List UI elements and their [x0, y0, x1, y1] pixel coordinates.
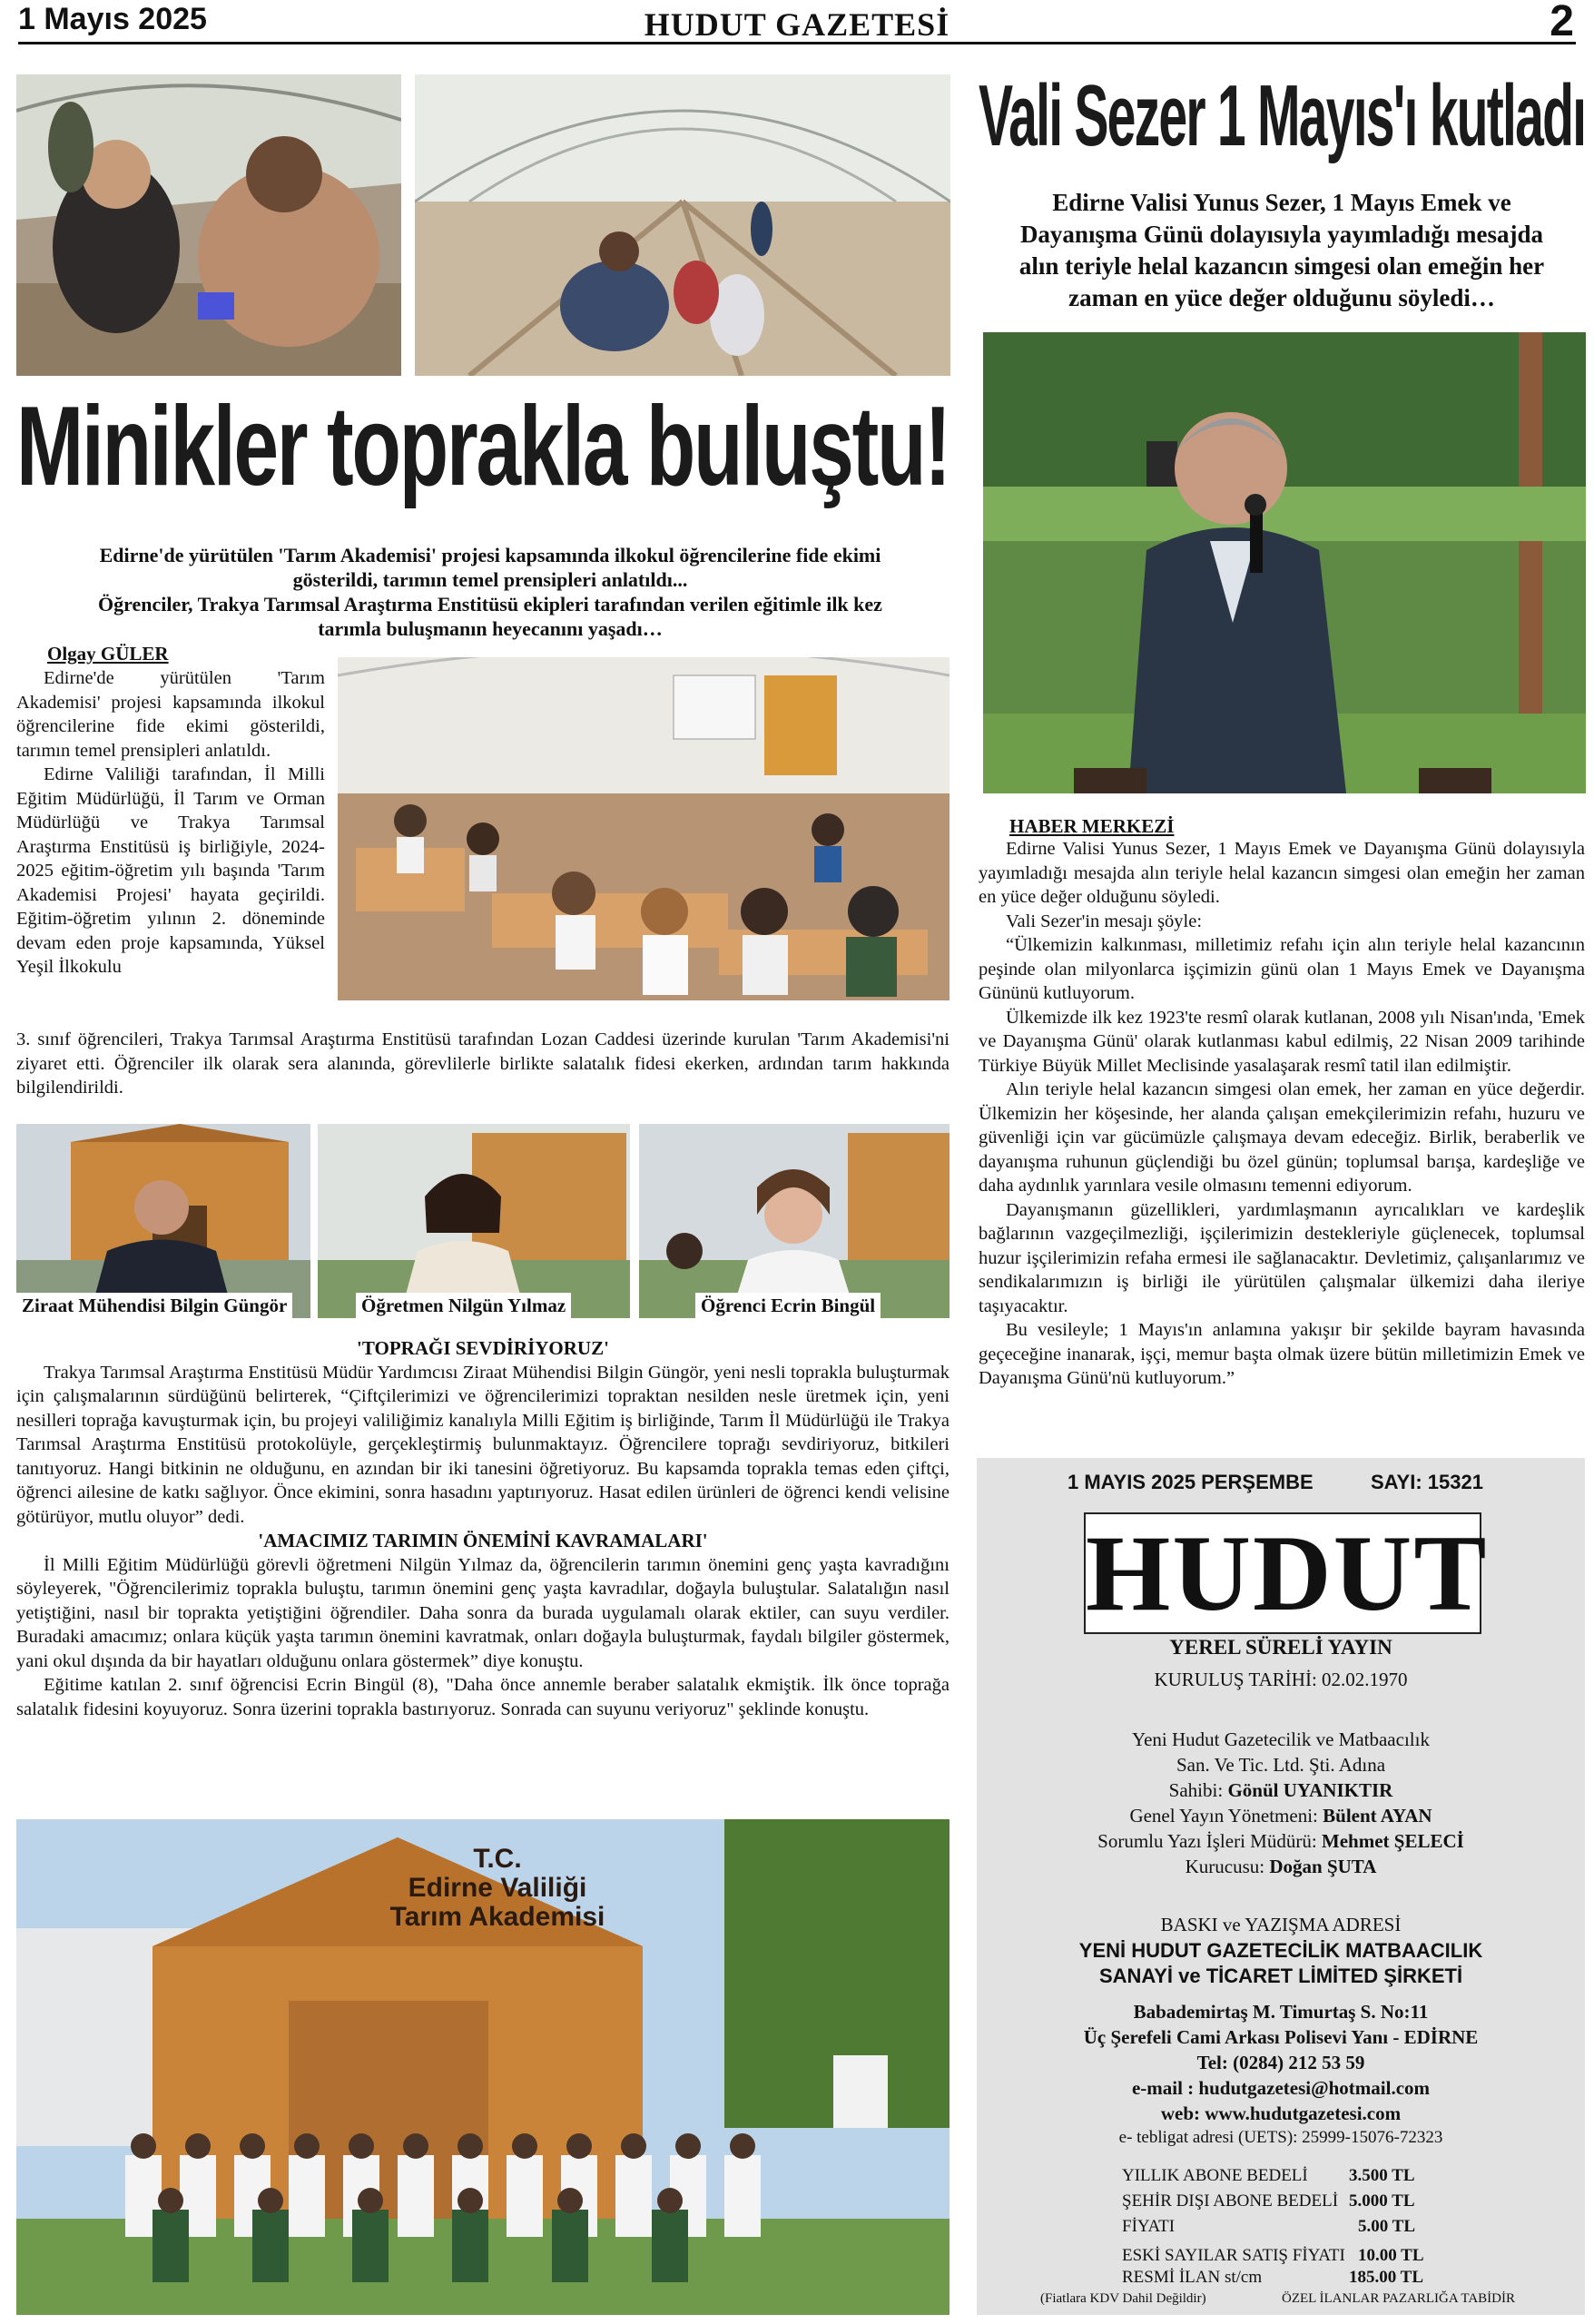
main-deck-line: tarımla buluşmanın heyecanını yaşadı…: [318, 617, 663, 640]
imprint-special-note: ÖZEL İLANLAR PAZARLIĞA TABİDİR: [1282, 2291, 1515, 2306]
imprint-press2: SANAYİ ve TİCARET LİMİTED ŞİRKETİ: [1098, 1965, 1463, 1987]
photo-governor-speaking: [983, 332, 1586, 793]
imprint-issue: SAYI: 15321: [1371, 1471, 1483, 1493]
sign-tarim-akademisi: [352, 1845, 643, 1932]
main-lower-text: [16, 1336, 950, 1721]
imprint-founder: [977, 1856, 1585, 1878]
price-value: 10.00 TL: [1358, 2246, 1424, 2265]
main-col-text: [16, 666, 325, 980]
vali-body-text: [979, 837, 1585, 1391]
editor-name: Mehmet ŞELECİ: [1321, 1830, 1464, 1852]
paragraph: Eğitime katılan 2. sınıf öğrencisi Ecrin Bingül (8), "Daha önce annemle beraber salatalık ekmiştik. İlk önce toprağa salatalık fidesini koyuyoruz. Sonra üzerini toprakla bastırıyoruz. Sonrada can suyunu veriyoruz" şeklinde konuştu.: [16, 1675, 950, 1719]
imprint-box: [977, 1458, 1585, 2315]
paragraph: Bu vesileyle; 1 Mayıs'ın anlamına yakışır bir şekilde bayram havasında geçeceğine inanarak, işçi, memur başta olmak üzere bütün milletimizin Emek ve Dayanışma Günü'nü kutluyorum.”: [979, 1320, 1585, 1388]
paragraph: Edirne Valisi Yunus Sezer, 1 Mayıs Emek ve Dayanışma Günü dolayısıyla yayımladığı mesajda alın teriyle helal kazancın simgesi olan emeğin her zaman en yüce değer olduğunu söyledi.: [979, 839, 1585, 907]
director-label: Genel Yayın Yönetmeni:: [1129, 1805, 1318, 1827]
price-label: ESKİ SAYILAR SATIŞ FİYATI: [1122, 2246, 1345, 2265]
paragraph: Ülkemizde ilk kez 1923'te resmî olarak kutlanan, 2008 yılı Nisan'ında, 'Emek ve Dayanışma Günü' olarak kutlanması kabul edilmiş, 22 Nisan 2009 tarihinde Türkiye Büyük Millet Meclisinde yasalaşarak resmî tatil ilan edilmiştir.: [979, 1007, 1585, 1076]
owner-label: Sahibi:: [1168, 1779, 1224, 1801]
imprint-web: web: www.hudutgazetesi.com: [1160, 2102, 1402, 2124]
price-label: RESMİ İLAN st/cm: [1122, 2268, 1263, 2287]
main-deck-line: gösterildi, tarımın temel prensipleri anlatıldı...: [292, 568, 688, 591]
vali-headline: Vali Sezer 1 Mayıs'ı kutladı: [979, 67, 1586, 164]
imprint-founded: KURULUŞ TARİHİ: 02.02.1970: [1154, 1669, 1408, 1690]
imprint-email: e-mail : hudutgazetesi@hotmail.com: [1131, 2077, 1431, 2099]
imprint-owner: [977, 1779, 1585, 1802]
main-deck-line: Öğrenciler, Trakya Tarımsal Araştırma Enstitüsü ekipleri tarafından verilen eğitimle ilk kez: [98, 593, 882, 615]
paragraph: Trakya Tarımsal Araştırma Enstitüsü Müdür Yardımcısı Ziraat Mühendisi Bilgin Güngör, yeni nesli toprakla buluşturmak için çalışmalarının sürdüğünü belirterek, “Çiftçilerimizi ve öğrencilerimizi topraktan nesilden nesle üretmek için, yeni nesilleri toprağa kavuşturmak için, bu projeyi valiliğimiz kanalıyla Milli Eğitim iş birliğinde, Tarım İl Müdürlüğü ile Trakya Tarımsal Araştırma Enstitüsü protokolüyle, gerçekleştirmiş bulunmaktayız. Öğrencilere toprağı sevdiriyoruz, bitkileri tanıtıyoruz. Hangi bitkinin ne olduğunu, en azından bir iki tanesini öğretiyoruz. Bu kapsamda toprakla temas eden çiftçi, öğrenci ailesine de katkı sağlıyor. Önce ekimini, sonra hasadını yaptırıyoruz. Hasat edilen ürünleri de öğrenci kendi velisine götürüyor, mutlu oluyor” dedi.: [16, 1362, 950, 1527]
founder-name: Doğan ŞUTA: [1269, 1856, 1377, 1877]
vali-deck: [980, 187, 1583, 314]
imprint-director: [977, 1805, 1585, 1827]
price-label: FİYATI: [1122, 2217, 1176, 2236]
sign-line: Tarım Akademisi: [389, 1902, 605, 1932]
logo-text: HUDUT: [1086, 1512, 1489, 1633]
subheading: 'TOPRAĞI SEVDİRİYORUZ': [357, 1337, 609, 1359]
sign-line: T.C.: [473, 1844, 522, 1874]
price-value: 3.500 TL: [1349, 2166, 1415, 2185]
imprint-company2: San. Ve Tic. Ltd. Şti. Adına: [1176, 1754, 1386, 1776]
imprint-kdv-note: (Fiatlara KDV Dahil Değildir): [1040, 2291, 1206, 2306]
main-wide-text: [16, 1028, 950, 1100]
photo-children-planting: [16, 74, 401, 376]
sign-line: Edirne Valiliği: [408, 1873, 587, 1903]
imprint-uets: e- tebligat adresi (UETS): 25999-15076-72323: [1118, 2128, 1443, 2147]
founder-label: Kurucusu:: [1185, 1856, 1265, 1877]
imprint-tel: Tel: (0284) 212 53 59: [1196, 2052, 1365, 2073]
paragraph: 3. sınıf öğrencileri, Trakya Tarımsal Araştırma Enstitüsü tarafından Lozan Caddesi üzerinde kurulan 'Tarım Akademisi'ni ziyaret etti. Öğrenciler ilk olarak sera alanında, görevlilerle birlikte salatalık fidesi ekerken, ardından tarım hakkında bilgilendirildi.: [16, 1029, 950, 1098]
imprint-logo: [1084, 1512, 1489, 1634]
price-label: ŞEHİR DIŞI ABONE BEDELİ: [1122, 2191, 1339, 2211]
issue-date: 1 Mayıs 2025: [18, 2, 207, 36]
owner-name: Gönül UYANIKTIR: [1227, 1779, 1393, 1801]
caption-bilgin-gungor: Ziraat Mühendisi Bilgin Güngör: [16, 1293, 292, 1319]
vali-deck-line: alın teriyle helal kazancın simgesi olan emeğin her: [1018, 252, 1545, 280]
paragraph: Edirne'de yürütülen 'Tarım Akademisi' projesi kapsamında ilkokul öğrencilerine fide ekimi gösterildi, tarımın temel prensipleri anlatıldı.: [16, 668, 325, 761]
photo-classroom-tent: [338, 657, 950, 1000]
imprint-addr1: Babademirtaş M. Timurtaş S. No:11: [1133, 2001, 1429, 2023]
editor-label: Sorumlu Yazı İşleri Müdürü:: [1097, 1830, 1317, 1852]
imprint-company1: Yeni Hudut Gazetecilik ve Matbaacılık: [1132, 1728, 1430, 1750]
main-deck: [36, 543, 944, 641]
photo-greenhouse: [415, 74, 950, 376]
vali-deck-line: Dayanışma Günü dolayısıyla yayımladığı mesajda: [1019, 221, 1544, 248]
imprint-address-title: BASKI ve YAZIŞMA ADRESİ: [1160, 1914, 1402, 1935]
paragraph: Dayanışmanın güzellikleri, yardımlaşmanın ayrıcalıkları ve kardeşlik bağlarının vazgeçilmezliği, işçilerimizin destekleriyle güçlenecek, toplumsal huzur işçilerimizin refaha ermesi ile sağlanacaktır. Devletimiz, çalışanlarımız ve sendikalarımızın iş birliği ile yürütülen çalışmalar ülkemizi daha ileriye taşıyacaktır.: [979, 1199, 1585, 1316]
header-rule: [18, 42, 1576, 44]
photo-nilgun-yilmaz: [318, 1124, 630, 1318]
page-number: 2: [1550, 0, 1574, 45]
imprint-date: 1 MAYIS 2025 PERŞEMBE: [1068, 1471, 1314, 1493]
price-value: 5.00 TL: [1358, 2217, 1416, 2236]
vali-deck-line: Edirne Valisi Yunus Sezer, 1 Mayıs Emek ve: [1052, 189, 1511, 216]
paragraph: “Ülkemizin kalkınması, milletimiz refahı için alın teriyle helal kazancının peşinde olan milyonlarca işçimizin günü olan 1 Mayıs Emek ve Dayanışma Gününü kutluyorum.: [979, 935, 1585, 1003]
price-value: 185.00 TL: [1349, 2268, 1424, 2287]
paragraph: Edirne Valiliği tarafından, İl Milli Eğitim Müdürlüğü, İl Tarım ve Orman Müdürlüğü ve Trakya Tarımsal Araştırma Enstitüsü iş birliğiyle, 2024-2025 eğitim-öğretim yılı başında 'Tarım Akademisi Projesi' hayata geçirildi. Eğitim-öğretim yılının 2. döneminde devam eden proje kapsamında, Yüksel Yeşil İlkokulu: [16, 764, 325, 977]
vali-byline: HABER MERKEZİ: [1009, 815, 1175, 837]
vali-deck-line: zaman en yüce değer olduğunu söyledi…: [1068, 284, 1495, 311]
caption-ecrin-bingul: Öğrenci Ecrin Bingül: [695, 1293, 881, 1319]
paragraph: Vali Sezer'in mesajı şöyle:: [1006, 911, 1203, 931]
main-deck-line: Edirne'de yürütülen 'Tarım Akademisi' projesi kapsamında ilkokul öğrencilerine fide ekimi: [99, 544, 881, 566]
masthead-name: HUDUT GAZETESİ: [644, 6, 950, 43]
paragraph: Alın teriyle helal kazancın simgesi olan emek, her zaman en yüce değerdir. Ülkemizin her köşesinde, her alanda çalışan emekçilerimizin refahı, huzuru ve güvenliği için var gücümüzle çalışmaya devam edeceğiz. Birlik, beraberlik ve dayanışma ruhunun güçlendiği bu özel günün; toplumsal barışa, kardeşliğe ve daha aydınlık yarınlara vesile olmasını temenni ediyorum.: [979, 1079, 1585, 1196]
director-name: Bülent AYAN: [1323, 1805, 1432, 1827]
caption-nilgun-yilmaz: Öğretmen Nilgün Yılmaz: [356, 1293, 571, 1319]
price-value: 5.000 TL: [1349, 2191, 1415, 2211]
imprint-addr2: Üç Şerefeli Cami Arkası Polisevi Yanı - EDİRNE: [1083, 2026, 1479, 2048]
subheading: 'AMACIMIZ TARIMIN ÖNEMİNİ KAVRAMALARI': [258, 1530, 708, 1551]
imprint-type: YEREL SÜRELİ YAYIN: [1169, 1636, 1392, 1659]
main-headline: Minikler toprakla buluştu!: [16, 384, 950, 509]
imprint-press1: YENİ HUDUT GAZETECİLİK MATBAACILIK: [1078, 1939, 1483, 1962]
photo-ecrin-bingul: [639, 1124, 950, 1318]
paragraph: İl Milli Eğitim Müdürlüğü görevli öğretmeni Nilgün Yılmaz da, öğrencilerin tarımın önemini genç yaşta kavradığını söyleyerek, "Öğrencilerimiz toprakla buluştu, tarımın önemini genç yaşta kavradılar, doğayla buluştular. Salatalığın nasıl yetiştiğini, nasıl bir toprakta yetiştiğini öğrendiler. Daha sonra da burada uygulamalı olarak ektiler, can suyu verdiler. Buradaki amacımız; onlara küçük yaşta tarımın önemini kavratmak, onları doğayla buluşturmak, faydalı bilgiler göstermek, yani okul dışında da bir hayatları olduğunu onlara göstermek” diye konuştu.: [16, 1554, 950, 1671]
main-byline: Olgay GÜLER: [47, 643, 169, 665]
imprint-editor: [977, 1830, 1585, 1853]
photo-bilgin-gungor: [16, 1124, 310, 1318]
price-label: YILLIK ABONE BEDELİ: [1122, 2166, 1308, 2185]
